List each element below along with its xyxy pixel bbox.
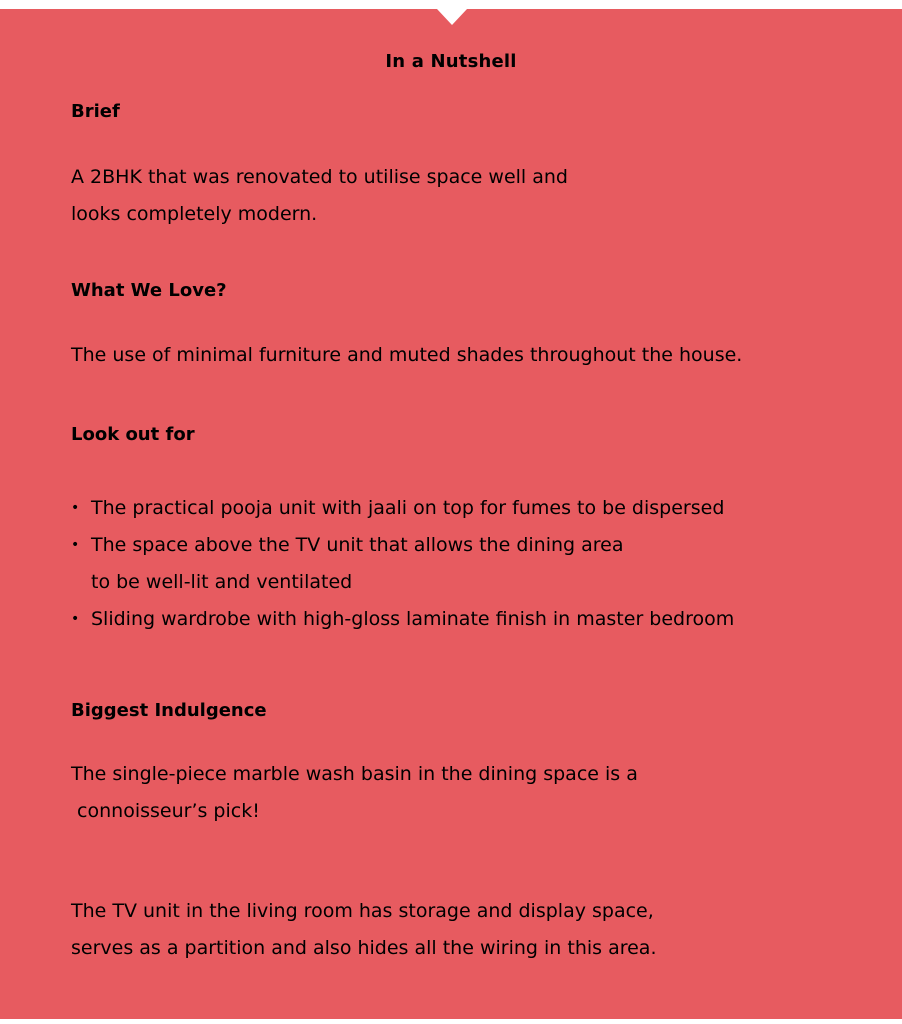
- indulgence-heading: Biggest Indulgence: [71, 700, 267, 721]
- list-item: • Sliding wardrobe with high-gloss laminate finish in master bedroom: [71, 601, 734, 638]
- pointer-notch: [437, 9, 467, 25]
- list-item: • The practical pooja unit with jaali on top for fumes to be dispersed: [71, 490, 734, 527]
- list-item: • The space above the TV unit that allows the dining area to be well-lit and ventilated: [71, 527, 734, 601]
- brief-heading: Brief: [71, 101, 120, 122]
- brief-text: A 2BHK that was renovated to utilise space well and looks completely modern.: [71, 166, 568, 225]
- indulgence-text: The single-piece marble wash basin in the dining space is a connoisseur’s pick!: [71, 763, 638, 822]
- love-text: The use of minimal furniture and muted shades throughout the house.: [71, 344, 743, 366]
- tv-unit-text: The TV unit in the living room has storage and display space, serves as a partition and also hides all the wiring in this area.: [71, 900, 657, 959]
- section-title: In a Nutshell: [385, 51, 517, 72]
- lookout-heading: Look out for: [71, 424, 195, 445]
- lookout-list: [71, 490, 734, 638]
- love-heading: What We Love?: [71, 280, 227, 301]
